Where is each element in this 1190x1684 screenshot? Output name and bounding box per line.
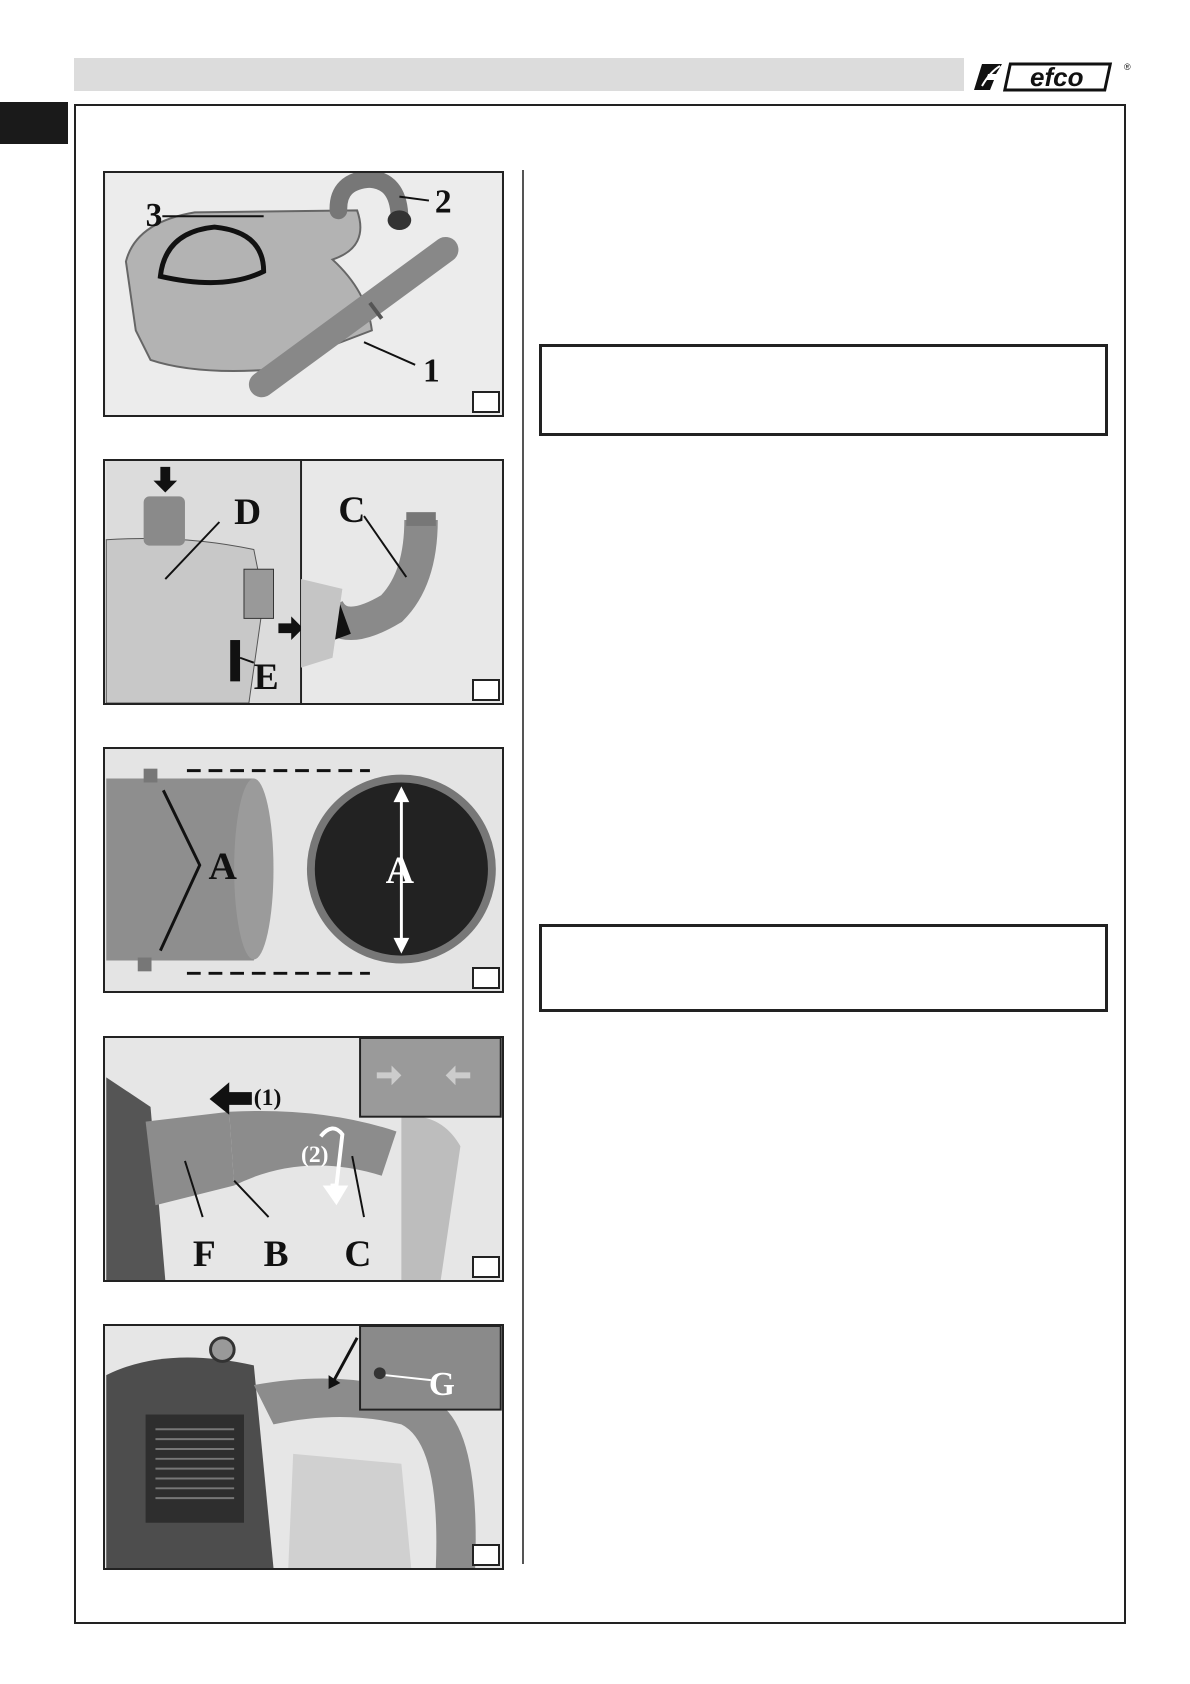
figure-3-label-A-left: A	[208, 843, 237, 888]
figure-4-label-C: C	[344, 1234, 372, 1276]
note-box-1	[539, 344, 1108, 436]
figure-2-label-D: D	[234, 491, 262, 533]
figure-3-label-A-right: A	[385, 847, 415, 892]
figure-4-elbow-fitting	[103, 1036, 504, 1282]
figure-2-label-C: C	[338, 489, 366, 531]
efco-logo	[968, 56, 1138, 96]
figure-1-label-3: 3	[145, 197, 163, 235]
figure-5-label-G: G	[428, 1365, 455, 1403]
figure-5-locking-screw	[103, 1324, 504, 1570]
header-bar	[74, 58, 964, 91]
registered-mark: ®	[1124, 62, 1131, 72]
figure-2-bag-attachment	[103, 459, 504, 705]
leaf-logo-icon	[974, 64, 1002, 90]
figure-number-box	[472, 679, 500, 701]
figure-3-alignment	[103, 747, 504, 993]
figure-4-label-B: B	[263, 1234, 289, 1276]
brand-text: efco	[1030, 62, 1084, 92]
figure-4-label-1: (1)	[253, 1084, 282, 1111]
note-box-2	[539, 924, 1108, 1012]
figure-4-label-2: (2)	[301, 1141, 329, 1168]
figure-1-label-1: 1	[423, 352, 440, 390]
figure-4-label-F: F	[192, 1234, 216, 1276]
figure-2-label-E: E	[253, 657, 279, 699]
figure-number-box	[472, 1256, 500, 1278]
section-tab	[0, 102, 68, 144]
column-divider	[522, 170, 524, 1564]
figure-1-vacuum-kit	[103, 171, 504, 417]
figure-number-box	[472, 391, 500, 413]
figure-number-box	[472, 967, 500, 989]
figure-number-box	[472, 1544, 500, 1566]
figure-1-label-2: 2	[434, 183, 452, 221]
